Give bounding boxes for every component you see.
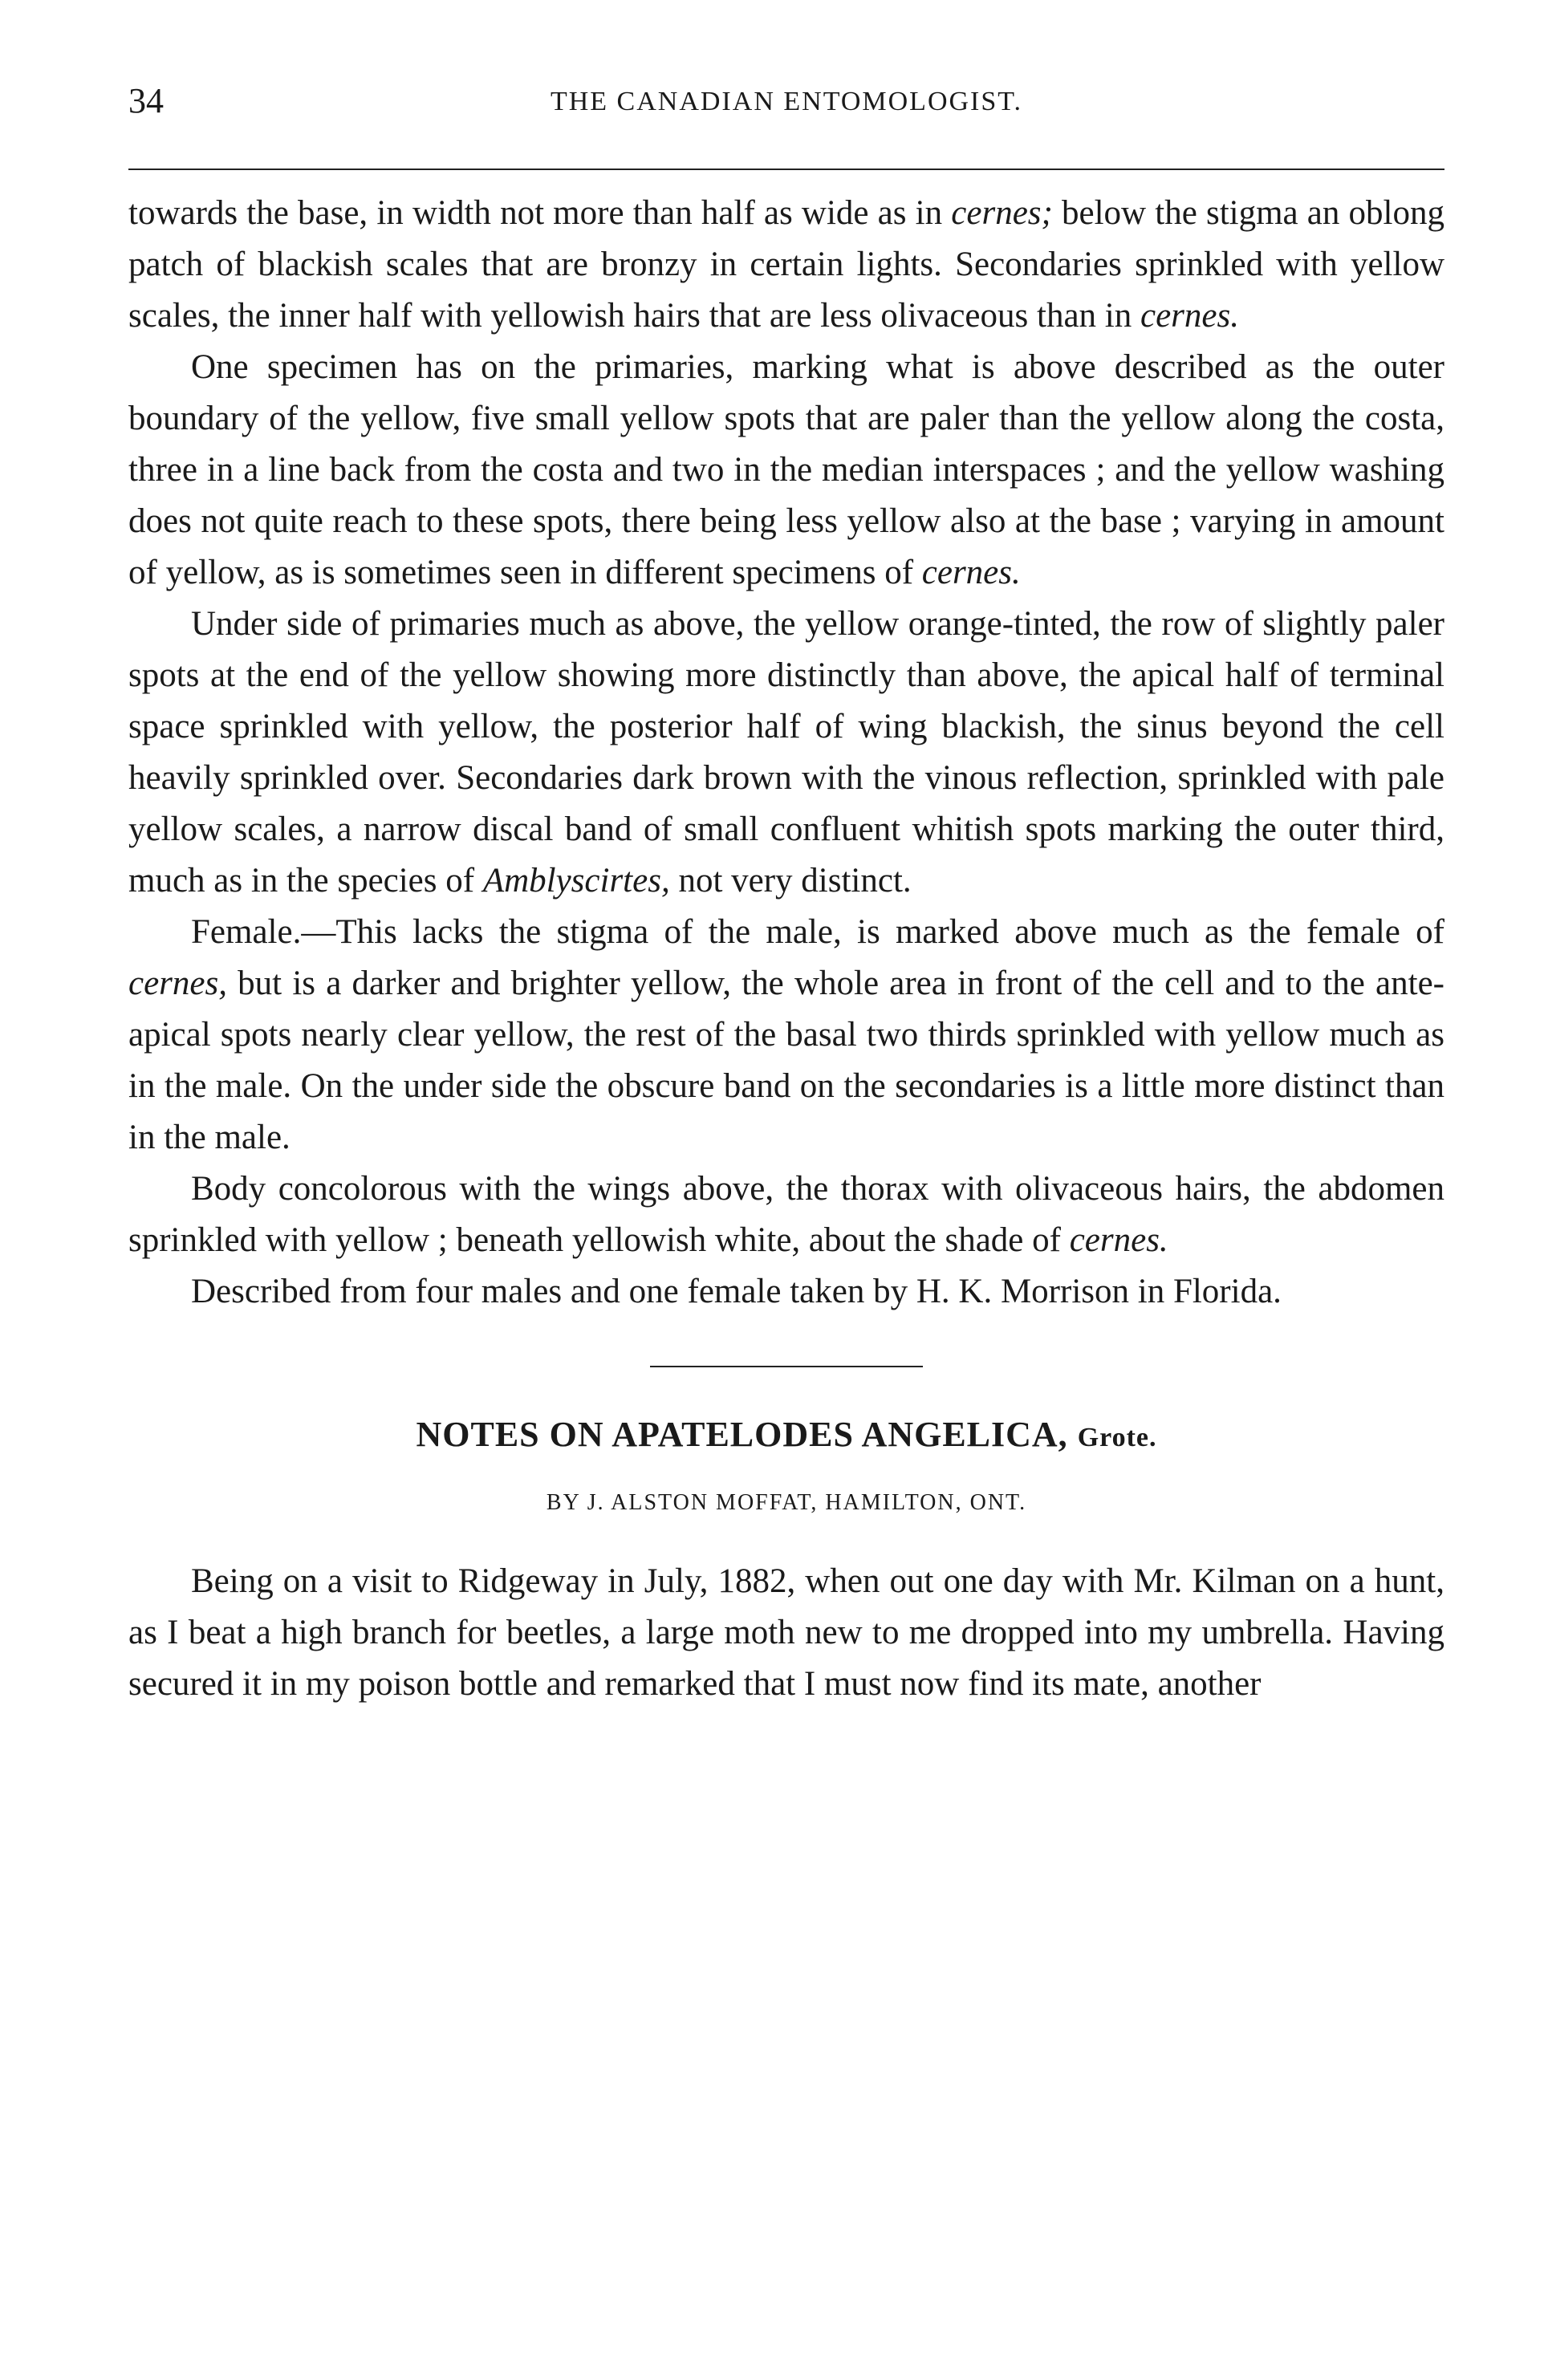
journal-title: THE CANADIAN ENTOMOLOGIST. (550, 87, 1023, 116)
species-name: cernes. (1140, 297, 1239, 335)
genus-name: Amblyscirtes, (482, 862, 670, 900)
species-name: cernes, (128, 965, 227, 1002)
species-name: cernes; (951, 194, 1053, 232)
header-rule (128, 169, 1444, 170)
paragraph: Being on a visit to Ridgeway in July, 1882, when out one day with Mr. Kilman on a hunt, as I beat a high branch for beetles, a large moth new to me dropped into my umbrella. Having secured it in my poison bottle and remarked that I must now find its mate, another (128, 1562, 1444, 1703)
page (128, 80, 1444, 1710)
running-head (128, 80, 1444, 144)
byline: BY J. ALSTON MOFFAT, HAMILTON, ONT. (546, 1490, 1027, 1515)
paragraph: Body concolorous with the wings above, the thorax with olivaceous hairs, the abdomen sprinkled with yellow ; beneath yellowish white, about the shade of cernes. (128, 1170, 1444, 1259)
page-number: 34 (128, 81, 164, 120)
paragraph: Female.—This lacks the stigma of the male, is marked above much as the female of cernes, but is a darker and brighter yellow, the whole area in front of the cell and to the ante-apical spots nearly clear yellow, the rest of the basal two thirds sprinkled with yellow much as in the male. On the under side the obscure band on the secondaries is a little more distinct than in the male. (128, 913, 1444, 1156)
species-name: cernes. (921, 554, 1021, 591)
article-title: NOTES ON APATELODES ANGELICA, Grote. (416, 1415, 1157, 1454)
paragraph: towards the base, in width not more than half as wide as in cernes; below the stigma an oblong patch of blackish scales that are bronzy in certain lights. Secondaries sprinkled with yellow scales, the inner half with yellowish hairs that are less olivaceous than in cernes. (128, 194, 1445, 335)
paragraph: Under side of primaries much as above, the yellow orange-tinted, the row of slightly paler spots at the end of the yellow showing more distinctly than above, the apical half of terminal space sprinkled with yellow, the posterior half of wing blackish, the sinus beyond the cell heavily sprinkled over. Secondaries dark brown with the vinous reflection, sprinkled with pale yellow scales, a narrow discal band of small confluent whitish spots marking the outer third, much as in the species of Amblyscirtes, not very distinct. (128, 605, 1444, 900)
section-divider (650, 1366, 923, 1367)
paragraph: One specimen has on the primaries, marking what is above described as the outer boundary of the yellow, five small yellow spots that are paler than the yellow along the costa, three in a line back from the costa and two in the median interspaces ; and the yellow washing does not quite reach to these spots, there being less yellow also at the base ; varying in amount of yellow, as is sometimes seen in different specimens of cernes. (128, 348, 1444, 591)
species-name: cernes. (1069, 1221, 1168, 1259)
paragraph: Described from four males and one female taken by H. K. Morrison in Florida. (191, 1273, 1282, 1310)
article-body (128, 1556, 1444, 1710)
article-continuation (128, 188, 1444, 1318)
author-name: Grote. (1077, 1423, 1157, 1452)
